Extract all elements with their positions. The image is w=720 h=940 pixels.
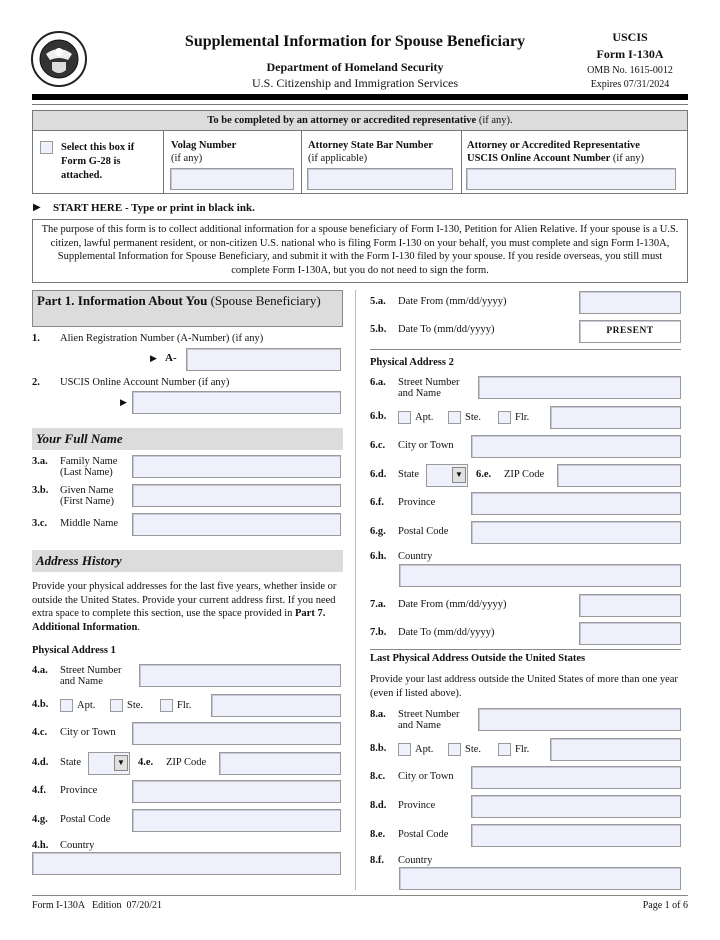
field-label: Date To (mm/dd/yyyy) [398, 324, 495, 335]
last-country-input[interactable] [399, 867, 681, 890]
pa1-country-input[interactable] [32, 852, 341, 875]
bar-number-sub: (if applicable) [308, 153, 368, 164]
pa1-date-from-input[interactable] [579, 291, 681, 314]
form-id: Form I-130A [596, 47, 664, 61]
field-label: State [60, 757, 81, 768]
item-number: 3.a. [32, 456, 48, 467]
pa1-state-select[interactable] [88, 752, 130, 775]
pa1-ste-checkbox[interactable] [110, 699, 123, 712]
account-title-bold: USCIS Online Account Number [467, 153, 611, 164]
item-number: 4.g. [32, 814, 48, 825]
last-address-instructions: Provide your last address outside the United States of more than one year (even if listed above). [370, 674, 678, 699]
item-number: 7.a. [370, 599, 386, 610]
field-label: ZIP Code [166, 757, 207, 768]
field-label: Street Number and Name [398, 709, 460, 731]
account-sub: (if any) [610, 153, 645, 164]
part1-header [32, 290, 343, 327]
item-number: 8.a. [370, 709, 386, 720]
field-label: City or Town [398, 440, 454, 451]
given-name-input[interactable] [132, 484, 341, 507]
uscis-account-number-input[interactable] [132, 391, 341, 414]
form-edition: Form I-130A Edition 07/20/21 [32, 900, 162, 911]
account-title: Attorney or Accredited Representative [467, 140, 640, 151]
pa2-flr-checkbox[interactable] [498, 411, 511, 424]
family-name-input[interactable] [132, 455, 341, 478]
agency: U.S. Citizenship and Immigration Services [252, 76, 458, 90]
divider [163, 130, 164, 193]
field-label: Street Number and Name [60, 665, 122, 687]
last-street-input[interactable] [478, 708, 681, 731]
last-postal-code-input[interactable] [471, 824, 681, 847]
field-label: Country [60, 840, 95, 851]
item-number: 8.b. [370, 743, 387, 754]
last-unit-number-input[interactable] [550, 738, 681, 761]
pa2-flr-label: Flr. [515, 412, 530, 423]
field-label: Province [60, 785, 98, 796]
start-here-arrow-icon: ▶ [33, 202, 41, 213]
item-number: 4.b. [32, 699, 49, 710]
pa1-street-input[interactable] [139, 664, 341, 687]
physical-address-2-heading: Physical Address 2 [370, 357, 454, 368]
attorney-heading [33, 111, 687, 131]
pa2-state-select[interactable] [426, 464, 468, 487]
part1-subtitle: (Spouse Beneficiary) [207, 293, 321, 308]
item-number: 6.h. [370, 551, 387, 562]
pa1-apt-checkbox[interactable] [60, 699, 73, 712]
field-label: Postal Code [398, 829, 449, 840]
item-number: 4.e. [138, 757, 154, 768]
pa1-postal-code-input[interactable] [132, 809, 341, 832]
item-number: 8.c. [370, 771, 386, 782]
field-label: Province [398, 497, 436, 508]
g28-checkbox[interactable] [40, 141, 53, 154]
last-ste-label: Ste. [465, 744, 482, 755]
dropdown-arrow-icon[interactable]: ▼ [452, 467, 466, 483]
item-number: 4.f. [32, 785, 46, 796]
item-number: 3.b. [32, 485, 49, 496]
footer-rule [32, 895, 688, 896]
pa2-ste-label: Ste. [465, 412, 482, 423]
attorney-section [32, 110, 688, 194]
divider [301, 130, 302, 193]
item-number: 8.d. [370, 800, 387, 811]
part1-title: Part 1. Information About You [37, 293, 208, 308]
pa1-apt-label: Apt. [77, 700, 96, 711]
purpose-box: The purpose of this form is to collect additional information for a spouse beneficiary of Form I-130, Petition for Alien Relative. If your spouse is a U.S. citizen, lawful permanent resident, or non-citizen U.S. national who is filing Form I-130 on your behalf, you must complete and sign Form I-130A, Supplemental Information for Spouse Beneficiary, and submit it with the Form I-130 filed by your spouse. If you reside overseas, you still must complete Form I-130A, but you do not need to sign the form. [32, 219, 688, 283]
pa2-date-to-input[interactable] [579, 622, 681, 645]
item-number: 2. [32, 377, 40, 388]
pa1-ste-label: Ste. [127, 700, 144, 711]
field-label: Country [398, 855, 433, 866]
last-apt-checkbox[interactable] [398, 743, 411, 756]
last-flr-checkbox[interactable] [498, 743, 511, 756]
field-label: Date From (mm/dd/yyyy) [398, 599, 507, 610]
pa1-flr-label: Flr. [177, 700, 192, 711]
pa1-province-input[interactable] [132, 780, 341, 803]
g28-label: Select this box if Form G-28 is attached. [61, 142, 135, 181]
item-number: 6.a. [370, 377, 386, 388]
item-number: 6.b. [370, 411, 387, 422]
field-label: City or Town [398, 771, 454, 782]
field-label: USCIS Online Account Number (if any) [60, 377, 230, 388]
divider [370, 649, 681, 650]
item-number: 3.c. [32, 518, 48, 529]
attorney-account-number-input[interactable] [466, 168, 676, 190]
item-number: 7.b. [370, 627, 387, 638]
bar-number-title: Attorney State Bar Number [308, 140, 433, 151]
agency-short: USCIS [612, 30, 648, 44]
field-label: City or Town [60, 727, 116, 738]
department: Department of Homeland Security [266, 60, 444, 74]
pa2-zip-code-input[interactable] [557, 464, 681, 487]
item-number: 6.g. [370, 526, 386, 537]
pa1-city-input[interactable] [132, 722, 341, 745]
field-label: State [398, 469, 419, 480]
field-label: Given Name (First Name) [60, 485, 114, 507]
field-label: Middle Name [60, 518, 119, 529]
address-history-heading: Address History [32, 550, 343, 572]
pa2-postal-code-input[interactable] [471, 521, 681, 544]
header-bar [32, 94, 688, 100]
middle-name-input[interactable] [132, 513, 341, 536]
field-label: ZIP Code [504, 469, 545, 480]
item-number: 4.h. [32, 840, 49, 851]
item-number: 4.c. [32, 727, 48, 738]
field-label: Street Number and Name [398, 377, 460, 399]
expiration-date: Expires 07/31/2024 [590, 79, 670, 90]
field-label: Postal Code [60, 814, 111, 825]
item-number: 6.f. [370, 497, 384, 508]
state-bar-number-input[interactable] [307, 168, 453, 190]
header-rule [32, 104, 688, 105]
volag-title: Volag Number [171, 140, 237, 151]
instructions-text: Provide your physical addresses for the last five years, whether inside or outside the United States. Provide your current address first. If you need extra space to complete this section, use the space provided in [32, 581, 337, 619]
pa2-unit-number-input[interactable] [550, 406, 681, 429]
pa2-city-input[interactable] [471, 435, 681, 458]
pa1-zip-code-input[interactable] [219, 752, 341, 775]
omb-number: OMB No. 1615-0012 [587, 65, 673, 76]
instructions-end: . [137, 621, 140, 633]
field-label: Postal Code [398, 526, 449, 537]
pa2-ste-checkbox[interactable] [448, 411, 461, 424]
your-full-name-heading: Your Full Name [32, 428, 343, 450]
address-history-instructions [32, 580, 344, 634]
account-title-2 [467, 153, 644, 164]
physical-address-1-heading: Physical Address 1 [32, 645, 116, 656]
attorney-heading-note: (if any). [476, 115, 513, 126]
item-number: 6.c. [370, 440, 386, 451]
pa1-flr-checkbox[interactable] [160, 699, 173, 712]
field-label: Family Name (Last Name) [60, 456, 118, 478]
form-title: Supplemental Information for Spouse Beneficiary [184, 33, 526, 50]
pa2-apt-label: Apt. [415, 412, 434, 423]
last-flr-label: Flr. [515, 744, 530, 755]
column-divider [355, 290, 356, 890]
pa1-date-to-present: PRESENT [579, 320, 681, 343]
volag-number-input[interactable] [170, 168, 294, 190]
dropdown-arrow-icon[interactable]: ▼ [114, 755, 128, 771]
last-apt-label: Apt. [415, 744, 434, 755]
item-number: 8.e. [370, 829, 386, 840]
pa2-date-from-input[interactable] [579, 594, 681, 617]
last-city-input[interactable] [471, 766, 681, 789]
pa1-unit-number-input[interactable] [211, 694, 341, 717]
instructions-reference: Part 7. Additional Information [32, 608, 326, 633]
a-number-prefix: A- [165, 352, 177, 364]
volag-sub: (if any) [171, 153, 203, 164]
field-label: Province [398, 800, 436, 811]
item-number: 1. [32, 333, 40, 344]
last-address-outside-us-heading: Last Physical Address Outside the United States [370, 653, 586, 664]
item-number: 6.d. [370, 469, 387, 480]
item-number: 6.e. [476, 469, 492, 480]
item-number: 4.a. [32, 665, 48, 676]
item-number: 5.a. [370, 296, 386, 307]
dhs-seal [30, 30, 88, 88]
last-province-input[interactable] [471, 795, 681, 818]
a-number-input[interactable] [186, 348, 341, 371]
item-number: 8.f. [370, 855, 384, 866]
arrow-icon: ▶ [120, 397, 127, 407]
pa2-street-input[interactable] [478, 376, 681, 399]
start-here: START HERE - Type or print in black ink. [53, 202, 255, 214]
field-label: Date To (mm/dd/yyyy) [398, 627, 495, 638]
pa2-province-input[interactable] [471, 492, 681, 515]
item-number: 5.b. [370, 324, 387, 335]
field-label: Alien Registration Number (A-Number) (if any) [60, 333, 264, 344]
attorney-heading-bold: To be completed by an attorney or accredited representative [207, 115, 477, 126]
arrow-icon: ▶ [150, 353, 157, 363]
pa2-apt-checkbox[interactable] [398, 411, 411, 424]
field-label: Date From (mm/dd/yyyy) [398, 296, 507, 307]
item-number: 4.d. [32, 757, 49, 768]
divider [370, 349, 681, 350]
page-number: Page 1 of 6 [642, 900, 688, 911]
pa2-country-input[interactable] [399, 564, 681, 587]
last-ste-checkbox[interactable] [448, 743, 461, 756]
field-label: Country [398, 551, 433, 562]
divider [461, 130, 462, 193]
